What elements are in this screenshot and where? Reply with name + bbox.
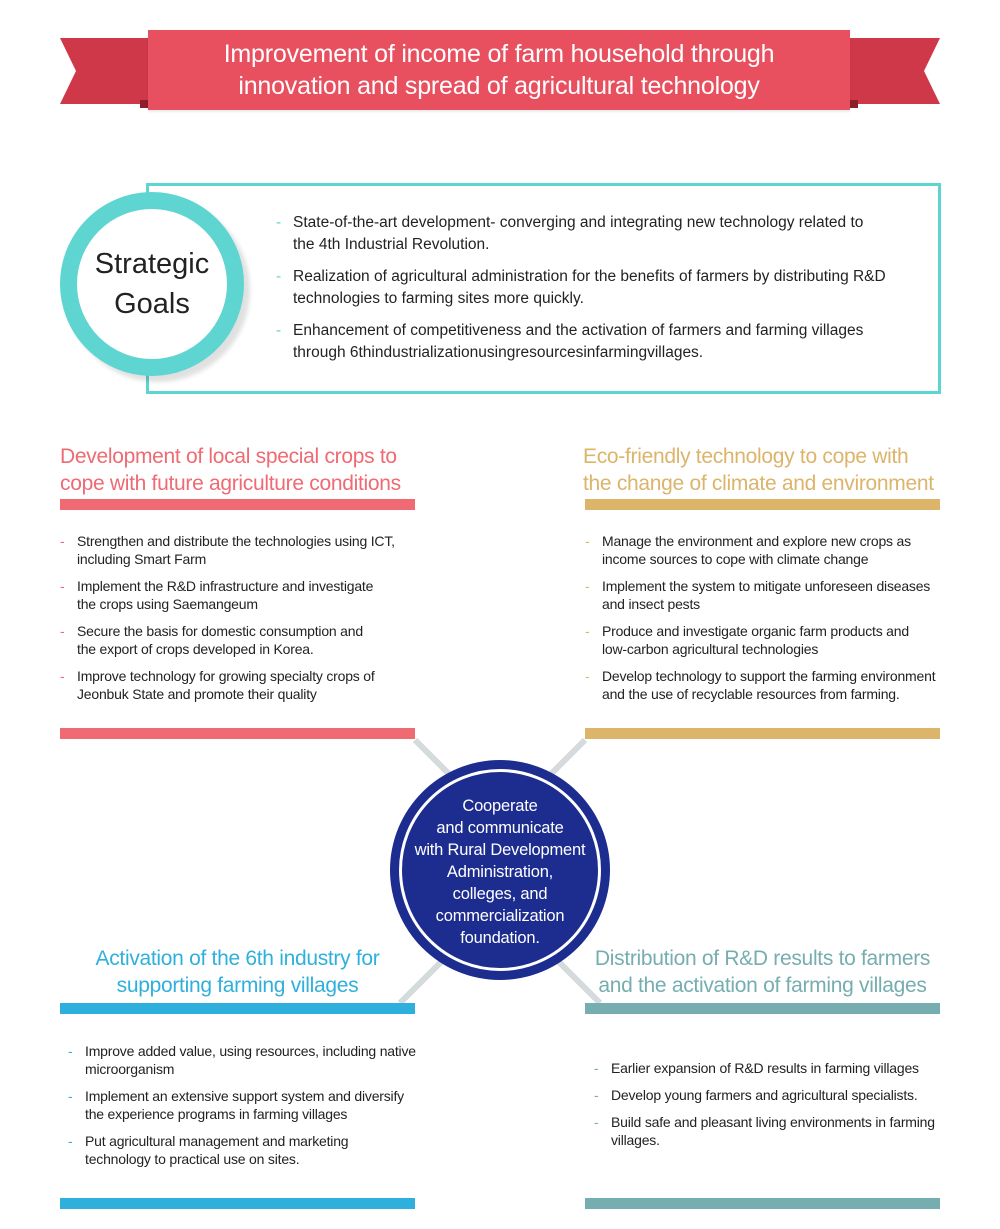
list-item-line: Develop young farmers and agricultural specialists. <box>611 1087 918 1103</box>
list-item <box>594 1059 964 1077</box>
banner-ribbon-right-fold <box>850 100 858 108</box>
banner-ribbon-left-fold <box>140 100 148 108</box>
quadrant-bar-bottom <box>585 1198 940 1209</box>
dash-bullet-icon: - <box>60 668 65 684</box>
dash-bullet-icon: - <box>68 1088 73 1104</box>
quadrant-bar-top <box>585 1003 940 1014</box>
list-item-line: income sources to cope with climate change <box>602 551 869 567</box>
banner-title-line: innovation and spread of agricultural technology <box>238 72 760 100</box>
list-item-line: Improve technology for growing specialty crops of <box>77 668 375 684</box>
list-item-line: technology to practical use on sites. <box>85 1151 300 1167</box>
dash-bullet-icon: - <box>594 1087 599 1103</box>
center-text-line: and communicate <box>436 819 564 837</box>
banner-title-line: Improvement of income of farm household through <box>223 40 775 68</box>
quadrant-bar-top <box>60 499 415 510</box>
list-item <box>68 1042 438 1078</box>
list-item <box>60 532 430 568</box>
quadrant-list-local-crops <box>60 532 430 712</box>
strategic-goals-title-line: Strategic <box>94 248 210 280</box>
quadrant-title-line: supporting farming villages <box>116 974 359 997</box>
quadrant-list-6th-industry <box>68 1042 438 1177</box>
quadrant-title-line: the change of climate and environment <box>583 472 934 495</box>
list-item-line: Manage the environment and explore new crops as <box>602 533 911 549</box>
list-item-line: Jeonbuk State and promote their quality <box>77 686 317 702</box>
list-item-line: villages. <box>611 1132 660 1148</box>
strategic-goals-circle <box>60 192 244 376</box>
banner-ribbon-right-tail <box>845 38 940 104</box>
strategic-goals-title-line: Goals <box>114 288 190 320</box>
quadrant-title-line: cope with future agriculture conditions <box>60 472 401 495</box>
dash-bullet-icon: - <box>60 623 65 639</box>
strategic-goals-list <box>276 212 926 374</box>
quadrant-list-rnd-distribution <box>594 1059 964 1158</box>
strategic-goal-line: Realization of agricultural administration for the benefits of farmers by distributing R&D <box>293 268 886 285</box>
list-item-line: Put agricultural management and marketing <box>85 1133 349 1149</box>
list-item-line: including Smart Farm <box>77 551 207 567</box>
quadrant-title-line: Distribution of R&D results to farmers <box>594 947 931 970</box>
list-item-line: and insect pests <box>602 596 700 612</box>
dash-bullet-icon: - <box>60 533 65 549</box>
list-item-line: Implement an extensive support system and diversify <box>85 1088 404 1104</box>
list-item-line: the experience programs in farming villages <box>85 1106 348 1122</box>
center-text-line: commercialization <box>435 907 565 925</box>
list-item <box>585 622 985 658</box>
quadrant-bar-top <box>585 499 940 510</box>
strategic-goal-item <box>276 266 926 310</box>
quadrant-bar-bottom <box>60 728 415 739</box>
list-item-line: Improve added value, using resources, including native <box>85 1043 416 1059</box>
list-item <box>60 622 430 658</box>
quadrant-title-line: Activation of the 6th industry for <box>95 947 380 970</box>
banner-title <box>148 30 850 110</box>
quadrant-bar-bottom <box>585 728 940 739</box>
dash-bullet-icon: - <box>585 623 590 639</box>
center-text-line: Administration, <box>446 863 554 881</box>
strategic-goal-line: technologies to farming sites more quickly. <box>293 290 584 307</box>
list-item <box>594 1086 964 1104</box>
strategic-goal-line: through 6thindustrializationusingresourcesinfarmingvillages. <box>293 344 704 361</box>
list-item-line: Earlier expansion of R&D results in farming villages <box>611 1060 919 1076</box>
center-cooperation-text <box>400 795 600 949</box>
dash-bullet-icon: - <box>585 533 590 549</box>
list-item-line: low-carbon agricultural technologies <box>602 641 819 657</box>
list-item-line: the export of crops developed in Korea. <box>77 641 314 657</box>
list-item-line: Develop technology to support the farming environment <box>602 668 936 684</box>
dash-bullet-icon: - <box>60 578 65 594</box>
quadrant-title-line: Eco-friendly technology to cope with <box>583 445 909 468</box>
list-item <box>585 667 985 703</box>
dash-bullet-icon: - <box>276 268 282 285</box>
list-item-line: and the use of recyclable resources from farming. <box>602 686 900 702</box>
center-text-line: colleges, and <box>452 885 548 903</box>
list-item <box>594 1113 964 1149</box>
quadrant-title-6th-industry <box>60 945 415 999</box>
quadrant-title-line: Development of local special crops to <box>60 445 397 468</box>
dash-bullet-icon: - <box>68 1133 73 1149</box>
strategic-goal-line: the 4th Industrial Revolution. <box>293 236 490 253</box>
list-item-line: Strengthen and distribute the technologies using ICT, <box>77 533 395 549</box>
quadrant-bar-top <box>60 1003 415 1014</box>
quadrant-title-line: and the activation of farming villages <box>598 974 927 997</box>
list-item <box>585 577 985 613</box>
strategic-goal-line: State-of-the-art development- converging and integrating new technology related to <box>293 214 864 231</box>
center-text-line: with Rural Development <box>414 841 586 859</box>
list-item <box>68 1087 438 1123</box>
list-item <box>68 1132 438 1168</box>
dash-bullet-icon: - <box>68 1043 73 1059</box>
list-item <box>585 532 985 568</box>
list-item-line: microorganism <box>85 1061 175 1077</box>
quadrant-title-local-crops <box>60 443 440 497</box>
quadrant-list-eco-friendly <box>585 532 985 712</box>
list-item-line: Build safe and pleasant living environments in farming <box>611 1114 935 1130</box>
quadrant-bar-bottom <box>60 1198 415 1209</box>
list-item-line: Implement the R&D infrastructure and investigate <box>77 578 374 594</box>
list-item-line: Produce and investigate organic farm products and <box>602 623 909 639</box>
list-item <box>60 577 430 613</box>
quadrant-title-eco-friendly <box>583 443 983 497</box>
strategic-goal-line: Enhancement of competitiveness and the activation of farmers and farming villages <box>293 322 864 339</box>
strategic-goal-item <box>276 212 926 256</box>
list-item-line: Secure the basis for domestic consumption and <box>77 623 363 639</box>
quadrant-title-rnd-distribution <box>585 945 940 999</box>
center-text-line: foundation. <box>460 929 540 947</box>
center-text-line: Cooperate <box>462 797 538 815</box>
list-item-line: Implement the system to mitigate unforeseen diseases <box>602 578 931 594</box>
list-item <box>60 667 430 703</box>
dash-bullet-icon: - <box>594 1114 599 1130</box>
dash-bullet-icon: - <box>276 214 282 231</box>
dash-bullet-icon: - <box>585 578 590 594</box>
banner-ribbon-left-tail <box>60 38 155 104</box>
dash-bullet-icon: - <box>585 668 590 684</box>
strategic-goal-item <box>276 320 926 364</box>
dash-bullet-icon: - <box>594 1060 599 1076</box>
list-item-line: the crops using Saemangeum <box>77 596 258 612</box>
dash-bullet-icon: - <box>276 322 282 339</box>
